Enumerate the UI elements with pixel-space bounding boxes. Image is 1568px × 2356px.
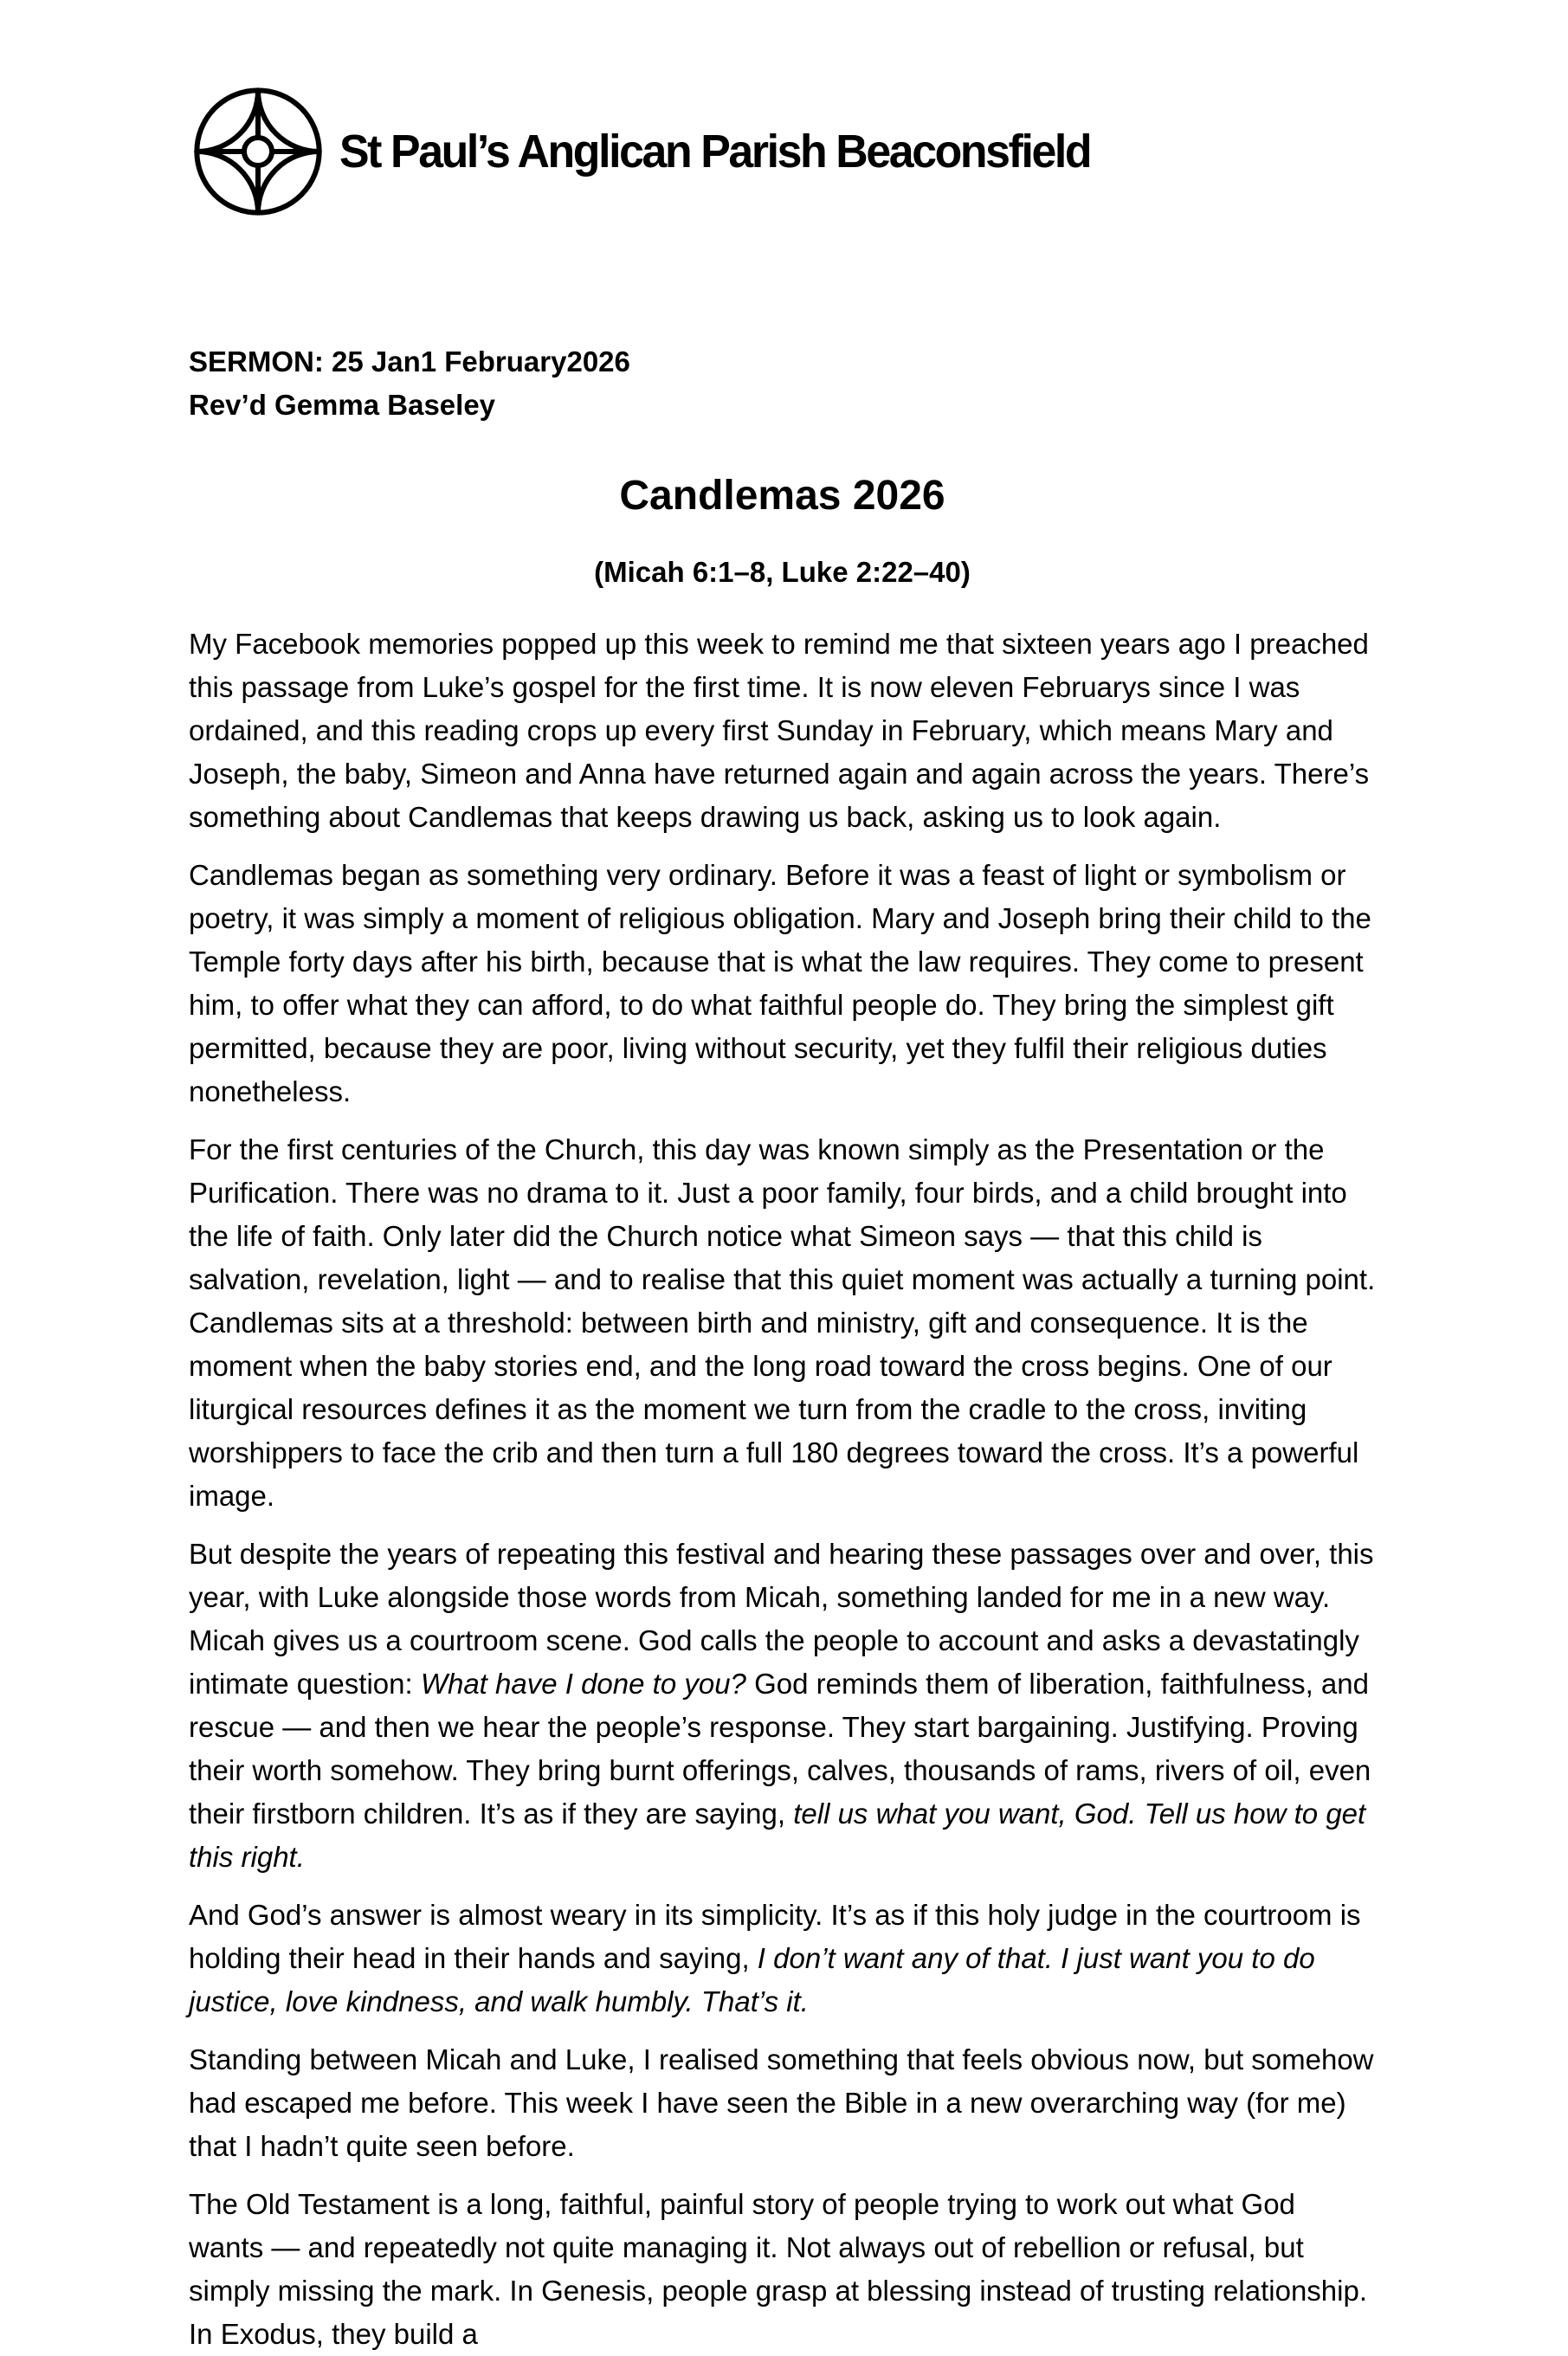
parish-title: St Paul’s Anglican Parish Beaconsfield (339, 126, 1091, 178)
paragraph: But despite the years of repeating this festival and hearing these passages over and over, this year, with Luke alongside those words from Micah, something landed for me in a new way. Micah gives us a courtroom scene. God calls the people to account and asks a devastatingly intimate question: What have I done to you? God reminds them of liberation, faithfulness, and rescue — and then we hear the people’s response. They start bargaining. Justifying. Proving their worth somehow. They bring burnt offerings, calves, thousands of rams, rivers of oil, even their firstborn children. It’s as if they are saying, tell us what you want, God. Tell us how to get this right. (189, 1538, 1374, 1873)
readings-line: (Micah 6:1–8, Luke 2:22–40) (594, 556, 971, 588)
paragraph: The Old Testament is a long, faithful, painful story of people trying to work out what God wants — and repeatedly not quite managing it. Not always out of rebellion or refusal, but simply missing the mark. In Genesis, people grasp at blessing instead of trusting relationship. In Exodus, they build a (189, 2188, 1368, 2350)
sermon-title: Candlemas 2026 (619, 473, 945, 519)
sermon-meta (189, 340, 1376, 427)
paragraph: And God’s answer is almost weary in its simplicity. It’s as if this holy judge in the courtroom is holding their head in their hands and saying, I don’t want any of that. I just want you to do justice, love kindness, and walk humbly. That’s it. (189, 1899, 1361, 2017)
preacher-line: Rev’d Gemma Baseley (189, 389, 496, 421)
parish-logo-icon (189, 82, 327, 221)
parish-masthead (189, 82, 1376, 221)
paragraph: My Facebook memories popped up this week to remind me that sixteen years ago I preached this passage from Luke’s gospel for the first time. It is now eleven Februarys since I was ordained, and this reading crops up every first Sunday in February, which means Mary and Joseph, the baby, Simeon and Anna have returned again and again across the years. There’s something about Candlemas that keeps drawing us back, asking us to look again. (189, 628, 1370, 833)
paragraph: Candlemas began as something very ordinary. Before it was a feast of light or symbolism or poetry, it was simply a moment of religious obligation. Mary and Joseph bring their child to the Temple forty days after his birth, because that is what the law requires. They come to present him, to offer what they can afford, to do what faithful people do. They bring the simplest gift permitted, because they are poor, living without security, yet they fulfil their religious duties nonetheless. (189, 859, 1371, 1107)
sermon-date-line: SERMON: 25 Jan1 February2026 (189, 345, 630, 378)
paragraph: Standing between Micah and Luke, I realised something that feels obvious now, but somehow had escaped me before. This week I have seen the Bible in a new overarching way (for me) that I hadn’t quite seen before. (189, 2043, 1374, 2162)
sermon-body (189, 623, 1376, 2356)
paragraph: For the first centuries of the Church, this day was known simply as the Presentation or the Purification. There was no drama to it. Just a poor family, four birds, and a child brought into the life of faith. Only later did the Church notice what Simeon says — that this child is salvation, revelation, light — and to realise that this quiet moment was actually a turning point. Candlemas sits at a threshold: between birth and ministry, gift and consequence. It is the moment when the baby stories end, and the long road toward the cross begins. One of our liturgical resources defines it as the moment we turn from the cradle to the cross, inviting worshippers to face the crib and then turn a full 180 degrees toward the cross. It’s a powerful image. (189, 1133, 1376, 1512)
